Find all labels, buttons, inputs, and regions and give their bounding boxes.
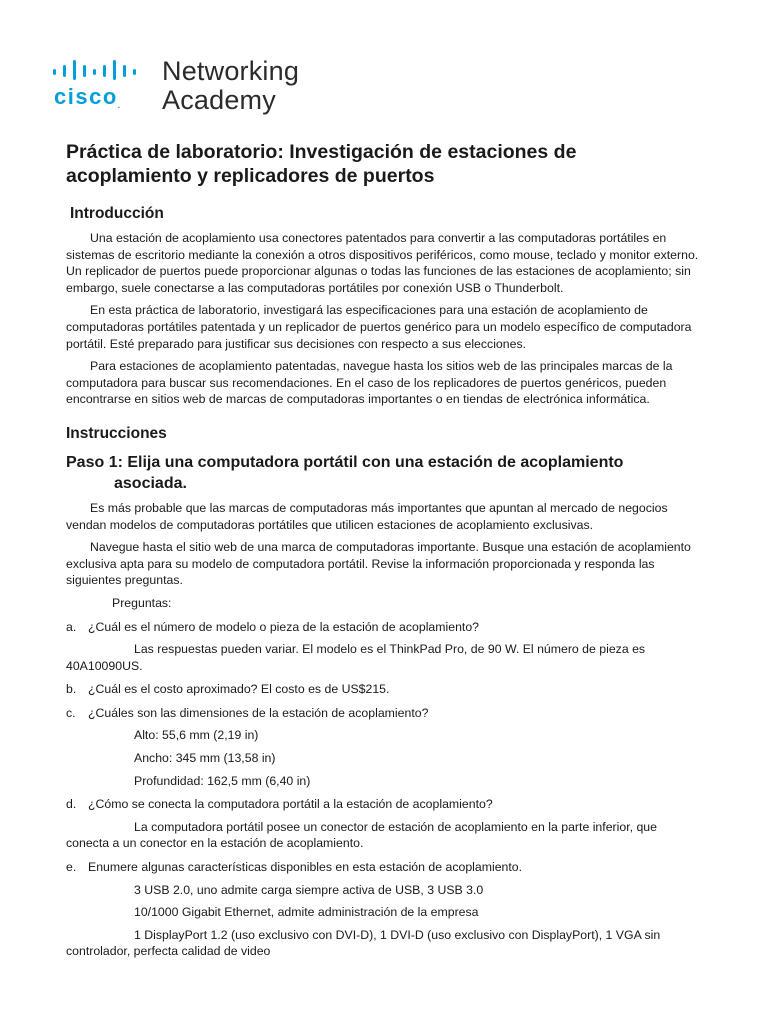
step1-paragraph: Navegue hasta el sitio web de una marca de computadoras importante. Busque una estación de acoplamiento exclusiva apta para su modelo de computadora portátil. Revise la información proporcionada y responda las siguientes preguntas.: [66, 540, 691, 588]
question-letter: b.: [66, 682, 77, 697]
questions-label: Preguntas:: [112, 595, 172, 610]
cisco-wordmark: cisco.: [54, 84, 120, 110]
question-item: [66, 796, 700, 813]
answer-text: Alto: 55,6 mm (2,19 in): [134, 728, 259, 743]
answer-text: La computadora portátil posee un conector de estación de acoplamiento en la parte inferior, que conecta a un conector en la estación de acoplamiento.: [66, 819, 657, 851]
question-letter: e.: [66, 860, 77, 875]
answer-text: Profundidad: 162,5 mm (6,40 in): [134, 773, 311, 788]
step1-section: [66, 500, 700, 960]
questions-list: [66, 619, 700, 961]
question-item: [66, 681, 700, 698]
question-letter: a.: [66, 619, 77, 634]
question-item: [66, 705, 700, 722]
question-item: [66, 619, 700, 636]
answer-text: 3 USB 2.0, uno admite carga siempre activa de USB, 3 USB 3.0: [134, 882, 484, 897]
question-text: ¿Cuál es el costo aproximado? El costo es de US$215.: [88, 682, 390, 697]
logo-networking: Networking: [162, 56, 300, 86]
cisco-networking-academy-logo: [52, 56, 312, 120]
question-text: ¿Cómo se conecta la computadora portátil a la estación de acoplamiento?: [88, 797, 493, 812]
step1-paragraph: Es más probable que las marcas de computadoras más importantes que apuntan al mercado de negocios vendan modelos de computadoras portátiles que utilicen estaciones de acoplamiento exclusivas.: [66, 500, 668, 532]
step1-heading-line1: Paso 1: Elija una computadora portátil con una estación de acoplamiento: [66, 453, 624, 471]
answer-text: 10/1000 Gigabit Ethernet, admite administración de la empresa: [134, 905, 479, 920]
question-letter: d.: [66, 797, 77, 812]
question-text: ¿Cuáles son las dimensiones de la estación de acoplamiento?: [88, 705, 429, 720]
intro-paragraph: En esta práctica de laboratorio, investigará las especificaciones para una estación de acoplamiento de computadoras portátiles patentada y un replicador de puertos genérico para un modelo específico de computadora portátil. Esté preparado para justificar sus decisiones con respecto a sus elecciones.: [66, 303, 692, 351]
step1-heading: [66, 452, 700, 494]
intro-heading: Introducción: [70, 205, 164, 222]
instructions-heading: Instrucciones: [66, 424, 167, 442]
logo-academy: Academy: [162, 85, 276, 115]
cisco-bars-icon: [52, 60, 146, 80]
question-letter: c.: [66, 705, 76, 720]
answer-text: Las respuestas pueden variar. El modelo es el ThinkPad Pro, de 90 W. El número de pieza es 40A10090US.: [66, 642, 646, 673]
intro-section: [66, 230, 700, 408]
question-text: ¿Cuál es el número de modelo o pieza de la estación de acoplamiento?: [88, 619, 480, 634]
question-item: [66, 859, 700, 876]
cisco-wordmark-text: cisco: [54, 84, 118, 109]
answer-text: 1 DisplayPort 1.2 (uso exclusivo con DVI-D), 1 DVI-D (uso exclusivo con DisplayPort), 1 VGA sin controlador, perfecta calidad de video: [66, 927, 661, 959]
intro-paragraph: Una estación de acoplamiento usa conectores patentados para convertir a las computadoras portátiles en sistemas de escritorio mediante la conexión a otros dispositivos periféricos, como mouse, teclado y monitor externo. Un replicador de puertos puede proporcionar algunas o todas las funciones de las estaciones de acoplamiento; sin embargo, suele conectarse a las computadoras portátiles por conexión USB o Thunderbolt.: [66, 231, 699, 295]
step1-heading-line2: asociada.: [114, 474, 187, 492]
document-title: Práctica de laboratorio: Investigación de estaciones de acoplamiento y replicadores de puertos: [66, 141, 577, 187]
document-content: [66, 140, 700, 960]
answer-text: Ancho: 345 mm (13,58 in): [134, 751, 276, 766]
intro-paragraph: Para estaciones de acoplamiento patentadas, navegue hasta los sitios web de las principales marcas de la computadora para buscar sus recomendaciones. En el caso de los replicadores de puertos genéricos, pueden encontrarse en sitios web de marcas de computadoras importantes o en tiendas de electrónica informática.: [66, 359, 673, 407]
question-text: Enumere algunas características disponibles en esta estación de acoplamiento.: [88, 860, 523, 875]
